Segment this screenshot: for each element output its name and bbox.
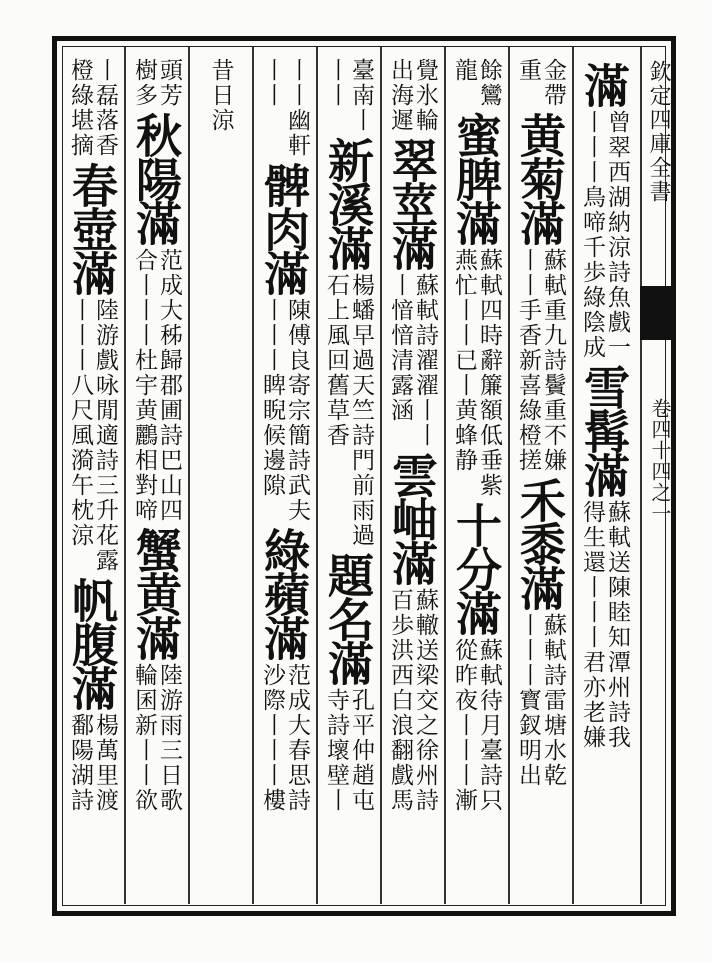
gutter-fishtail [640,286,676,340]
text-column [383,52,441,900]
annotation-pair [388,588,436,813]
text-column [319,52,377,900]
annotation-line-left: 丨丨手香新喜綠橙搓 [515,248,541,473]
annotation-line-left: 輪囷新丨丨欲 [131,663,157,813]
annotation-line-left: 寺詩壞壁丨 [323,688,349,813]
column-rule [572,47,574,904]
annotation-line-right: 蘇軾詩雷塘水乾 [540,613,566,788]
entry-headword: 雲岫滿 [385,452,439,584]
annotation-pair [209,58,232,133]
annotation-line-right: 金帶 [540,58,566,108]
entry-headword: 綠蘋滿 [257,527,311,659]
text-column [255,52,313,900]
annotation-line-right: 蘇軾待月臺詩只 [476,638,502,813]
annotation-line-left: 龍 [451,58,477,83]
annotation-line-right: 陸游戲咏閒適詩三升花露 [92,298,118,573]
gutter-title [644,60,672,204]
annotation-line-left: 沙際丨丨丨樓 [259,663,285,813]
annotation-pair [580,110,628,360]
annotation-line-left: 丨丨丨寳釵明出 [515,613,541,788]
annotation-line-right: 范成大春思詩 [284,663,310,813]
entry-headword: 蟹黄滿 [129,527,183,659]
annotation-line-right: 昔日涼 [207,58,234,133]
annotation-line-right: 蘇軾詩濯濯丨丨 [412,273,438,448]
text-column [575,52,633,900]
entry-headword: 禾黍滿 [513,477,567,609]
annotation-line-left: 樹多 [131,58,157,108]
annotation-pair [132,58,180,108]
annotation-line-right: 陸游雨三日歌 [156,663,182,813]
annotation-pair [68,298,116,573]
annotation-pair [260,663,308,813]
entry-headword: 髀肉滿 [257,162,311,294]
annotation-pair [516,613,564,788]
annotation-pair [516,248,564,473]
annotation-pair [324,58,372,133]
annotation-line-left: 橙綠堪摘 [67,58,93,158]
annotation-pair [68,713,116,813]
annotation-line-left: 從昨夜丨丨丨漸 [451,638,477,813]
annotation-line-left: 合丨丨丨杜宇黄鸝相對啼 [131,248,157,523]
annotation-pair [388,58,436,133]
annotation-line-left: 丨丨丨鳥啼千歩綠陰成 [579,110,605,360]
annotation-line-right: 頭芳 [156,58,182,108]
annotation-line-right: 蘇轍送梁交之徐州詩 [412,588,438,813]
annotation-line-left: 得生還丨丨丨君亦老嫌 [579,500,605,750]
entry-headword: 滿 [577,62,631,106]
annotation-line-right: 蘇軾送陳睦知潭州詩我 [604,500,630,750]
annotation-pair [260,298,308,523]
text-column [127,52,185,900]
annotation-pair [516,58,564,108]
text-column [511,52,569,900]
annotation-line-left: 丨丨 [323,58,349,108]
entry-headword: 題名滿 [321,552,375,684]
annotation-pair [260,58,308,158]
annotation-line-right: 丨丨幽軒 [284,58,310,158]
column-rule [508,47,510,904]
annotation-pair [132,663,180,813]
annotation-line-right: 覺氷輪 [412,58,438,133]
annotation-line-left: 重 [515,58,541,83]
text-column [191,52,249,900]
annotation-line-right: 曾翠西湖納涼詩魚戲一 [604,110,630,360]
annotation-line-left: 丨愔愔清露涵 [387,273,413,423]
column-rule [316,47,318,904]
annotation-line-right: 范成大秭歸郡圃詩巴山四 [156,248,182,523]
entry-headword: 新溪滿 [321,137,375,269]
annotation-pair [452,638,500,813]
column-rule [380,47,382,904]
entry-headword: 春壺滿 [65,162,119,294]
annotation-pair [452,58,500,108]
annotation-pair [452,248,500,498]
annotation-line-right: 陳傅良寄宗簡詩武夫 [284,298,310,523]
text-column [447,52,505,900]
annotation-line-left: 燕忙丨丨已丨黄蜂静 [451,248,477,473]
column-rule [188,47,190,904]
annotation-line-right: 蘇軾重九詩鬢重不嫌 [540,248,566,473]
annotation-pair [388,273,436,448]
book-title: 欽定四庫全書 [646,60,672,204]
annotation-line-left: 丨丨丨睥睨候邊隙 [259,298,285,498]
annotation-line-right: 孔平仲趙屯 [348,688,374,813]
annotation-line-left: 百歩洪西白浪翻戲馬 [387,588,413,813]
annotation-line-right: 楊萬里渡 [92,713,118,813]
entry-headword: 帆腹滿 [65,577,119,709]
annotation-pair [68,58,116,158]
entry-headword: 秋陽滿 [129,112,183,244]
column-rule [252,47,254,904]
annotation-line-right: 丨磊落香 [92,58,118,158]
annotation-pair [132,248,180,523]
entry-headword: 十分滿 [449,502,503,634]
annotation-line-left: 丨丨 [259,58,285,108]
annotation-pair [580,500,628,750]
entry-headword: 蜜脾滿 [449,112,503,244]
column-rule [124,47,126,904]
annotation-pair [324,273,372,548]
column-rule [444,47,446,904]
volume-label: 卷四十四之一 [648,398,672,524]
annotation-line-left: 鄱陽湖詩 [67,713,93,813]
annotation-line-left: 石上風回舊草香 [323,273,349,448]
annotation-line-right: 楊蟠早過天竺詩門前雨過 [348,273,374,548]
annotation-pair [324,688,372,813]
entry-headword: 雪髯滿 [577,364,631,496]
annotation-line-left: 丨丨丨八尺風漪午枕涼 [67,298,93,548]
annotation-line-left: 出海遲 [387,58,413,133]
annotation-line-right: 臺南丨 [348,58,374,133]
entry-headword: 黄菊滿 [513,112,567,244]
gutter-divider [640,47,642,904]
annotation-line-right: 餘鸞 [476,58,502,108]
annotation-line-right: 蘇軾四時辭簾額低垂紫 [476,248,502,498]
entry-headword: 翠莖滿 [385,137,439,269]
text-column [63,52,121,900]
